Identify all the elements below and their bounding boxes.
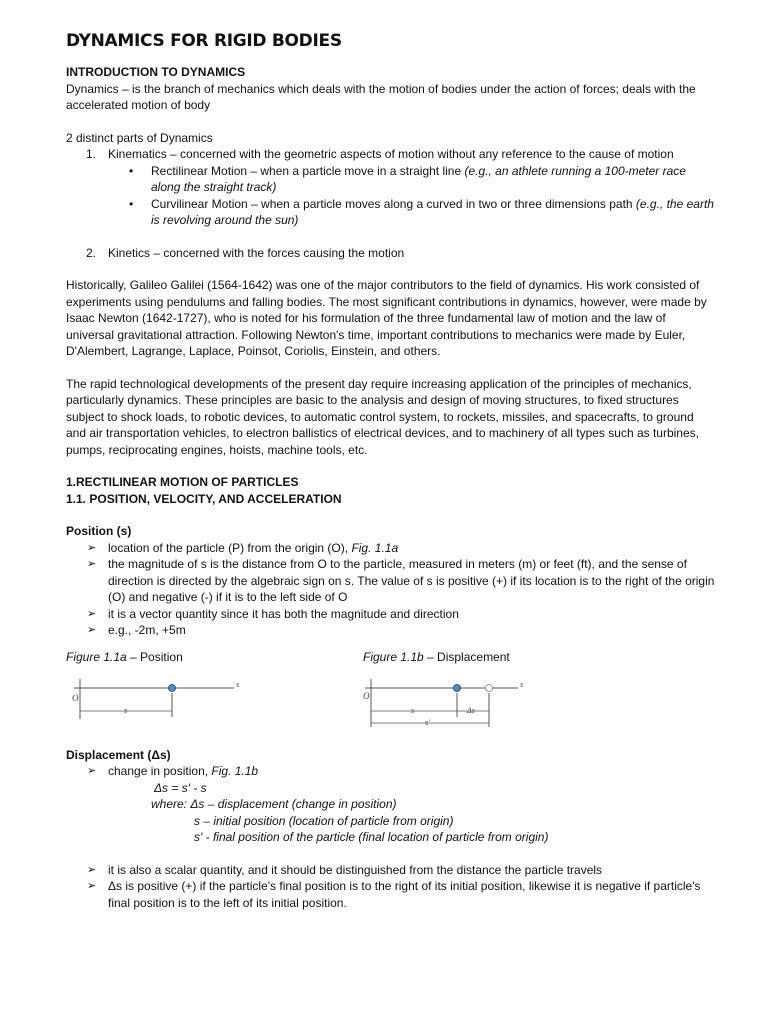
- position-b1: location of the particle (P) from the origin (O),: [108, 540, 352, 555]
- displacement-diagram: [363, 671, 533, 737]
- arrow-bullet-icon: ➢: [87, 863, 97, 876]
- intro-heading: INTRODUCTION TO DYNAMICS: [66, 65, 246, 79]
- axis-s-label: s: [236, 680, 240, 689]
- s-prime-label: s': [425, 718, 430, 727]
- axis-s-label: s: [520, 680, 524, 689]
- arrow-bullet-icon: ➢: [87, 541, 97, 554]
- final-particle-marker: [486, 685, 493, 692]
- document-page: [66, 30, 716, 911]
- parts-lead: 2 distinct parts of Dynamics: [66, 130, 213, 145]
- figure-row: [66, 649, 716, 739]
- arrow-bullet-icon: ➢: [87, 765, 97, 777]
- list-item: [66, 196, 716, 229]
- rectilinear-text: Rectilinear Motion – when a particle move in a straight line: [151, 163, 465, 178]
- list-item: [66, 146, 716, 163]
- list-item: [66, 540, 716, 557]
- list-number: 1.: [86, 147, 97, 161]
- list-item: [66, 245, 716, 262]
- applications-paragraph: The rapid technological developments of the present day require increasing application of the principles of mechanics, particularly dynamics. These principles are basic to the analysis and design of moving structures, to fixed structures subject to shock loads, to robotic devices, to automatic control system, to rockets, missiles, and spacecrafts, to ground and air transportation vehicles, to electron ballistics of electrical devices, and to machinery of all types such as turbines, pumps, reciprocating engines, hoists, machine tools, etc.: [66, 376, 699, 457]
- position-heading: Position (s): [66, 524, 132, 538]
- arrow-bullet-icon: ➢: [87, 607, 97, 620]
- list-item: [66, 556, 716, 606]
- arrow-bullet-icon: ➢: [87, 624, 97, 636]
- final-position-def: s' - final position of the particle (final location of particle from origin): [194, 830, 549, 844]
- particle-marker: [169, 685, 176, 692]
- origin-label: O: [363, 691, 370, 701]
- list-item: [66, 763, 716, 780]
- bullet-icon: •: [129, 163, 134, 178]
- list-item: [66, 878, 716, 911]
- curvilinear-text: Curvilinear Motion – when a particle moves along a curved in two or three dimensions path: [151, 196, 636, 211]
- displacement-b2: it is also a scalar quantity, and it should be distinguished from the distance the particle travels: [108, 862, 603, 877]
- list-item: [66, 163, 716, 196]
- displacement-b1: change in position,: [108, 764, 212, 778]
- origin-label: O: [72, 693, 79, 703]
- curvilinear-example: (e.g., the earth is revolving around the sun): [151, 196, 714, 227]
- displacement-heading: Displacement (Δs): [66, 747, 171, 762]
- fig-reference: Fig. 1.1a: [351, 540, 399, 555]
- bullet-icon: •: [129, 196, 134, 211]
- figure-b-caption: – Displacement: [423, 649, 510, 664]
- figure-1-1b: [363, 649, 533, 738]
- subsection-heading: 1.1. POSITION, VELOCITY, AND ACCELERATION: [66, 491, 342, 506]
- figure-a-caption: – Position: [126, 649, 183, 664]
- list-item: [66, 606, 716, 623]
- s-dimension-label: s: [411, 706, 415, 715]
- list-item: [66, 862, 716, 879]
- list-number: 2.: [86, 245, 97, 260]
- displacement-b3: Δs is positive (+) if the particle's final position is to the right of its initial position, likewise it is negative if particle's final position is to the left of its initial position.: [108, 879, 701, 910]
- fig-reference: Fig. 1.1b: [211, 764, 259, 778]
- section-heading: 1.RECTILINEAR MOTION OF PARTICLES: [66, 475, 299, 489]
- where-line: where: Δs – displacement (change in position): [151, 797, 397, 811]
- kinematics-text: Kinematics – concerned with the geometric aspects of motion without any reference to the cause of motion: [108, 147, 674, 161]
- document-title: DYNAMICS FOR RIGID BODIES: [66, 31, 342, 51]
- arrow-bullet-icon: ➢: [87, 558, 97, 570]
- s-dimension-label: s: [124, 706, 128, 715]
- figure-b-label: Figure 1.1b: [363, 649, 424, 664]
- rectilinear-example: (e.g., an athlete running a 100-meter race along the straight track): [151, 163, 686, 194]
- initial-position-def: s – initial position (location of particle from origin): [194, 813, 454, 828]
- initial-particle-marker: [454, 685, 461, 692]
- intro-definition: Dynamics – is the branch of mechanics which deals with the motion of bodies under the action of forces; deals with the accelerated motion of body: [66, 81, 696, 112]
- arrow-bullet-icon: ➢: [87, 880, 97, 892]
- position-b4: e.g., -2m, +5m: [108, 623, 186, 637]
- figure-1-1a: [66, 649, 246, 738]
- list-item: [66, 622, 716, 639]
- delta-s-label: Δs: [467, 706, 475, 715]
- figure-a-label: Figure 1.1a: [66, 649, 127, 664]
- history-paragraph: Historically, Galileo Galilei (1564-1642) was one of the major contributors to the field of dynamics. His work consisted of experiments using pendulums and falling bodies. The most significant contributions in dynamics, however, were made by Isaac Newton (1642-1727), who is noted for his formulation of the three fundamental law of motion and the law of universal gravitational attraction. Following Newton's time, important contributions to mechanics were made by Euler, D'Alembert, Lagrange, Laplace, Poinsot, Coriolis, Einstein, and others.: [66, 278, 707, 358]
- displacement-formula: Δs = s' - s: [154, 780, 207, 795]
- position-diagram: [66, 671, 246, 737]
- kinetics-text: Kinetics – concerned with the forces causing the motion: [108, 245, 405, 260]
- position-b2: the magnitude of s is the distance from O to the particle, measured in meters (m) or feet (ft), and the sense of direction is directed by the algebraic sign on s. The value of s is positive (+) if its location is to the right of the origin (O) and negative (-) if it is to the left side of O: [108, 557, 715, 604]
- position-b3: it is a vector quantity since it has both the magnitude and direction: [108, 606, 459, 621]
